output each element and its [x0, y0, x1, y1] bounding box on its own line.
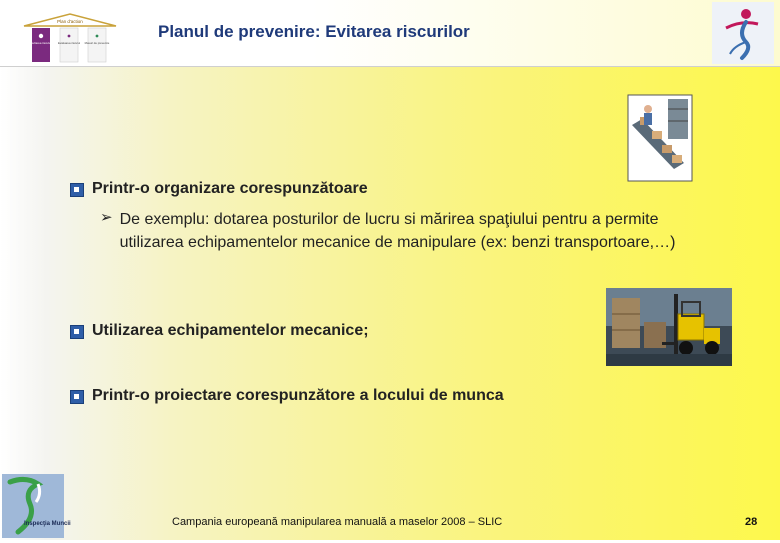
- labour-inspection-logo: [2, 474, 71, 538]
- bullet-text: Printr-o organizare corespunzătoare: [92, 180, 368, 197]
- bullet-echipamente: [70, 322, 369, 340]
- bullet-box-icon: [70, 325, 84, 339]
- forklift-illustration: [606, 288, 732, 366]
- bullet-box-icon: [70, 183, 84, 197]
- conveyor-illustration: [628, 95, 692, 181]
- bullet-text: Utilizarea echipamentelor mecanice;: [92, 322, 369, 339]
- sub-bullet-text: De exemplu: dotarea posturilor de lucru si mărirea spaţiului pentru a permite utilizarea echipamentelor mecanice de manipulare (ex: benzi transportoare,…): [119, 211, 676, 251]
- logo-text: Inspecţia Muncii: [24, 521, 71, 527]
- bullet-box-icon: [70, 390, 84, 404]
- house-col1: Evitarea riscului: [31, 41, 51, 45]
- bullet-text: Printr-o proiectare corespunzătore a locului de munca: [92, 387, 504, 404]
- sub-bullet: [100, 208, 710, 254]
- house-label: Plan d'action: [57, 19, 83, 24]
- arrow-bullet-icon: ➢: [100, 209, 113, 226]
- house-diagram-icon: [22, 12, 118, 64]
- slide-title: Planul de prevenire: Evitarea riscurilor: [158, 22, 470, 41]
- slide-header: [0, 0, 780, 67]
- bullet-organizare: [70, 180, 368, 198]
- footer-campaign: Campania europeană manipularea manuală a maselor 2008 – SLIC: [172, 516, 503, 528]
- brand-figure-icon: [712, 2, 774, 64]
- bullet-proiectare: [70, 387, 504, 405]
- house-col2: Evaluarea riscului: [57, 41, 81, 45]
- page-number: 28: [745, 516, 758, 528]
- house-col3: Masuri de prevenire: [84, 41, 110, 45]
